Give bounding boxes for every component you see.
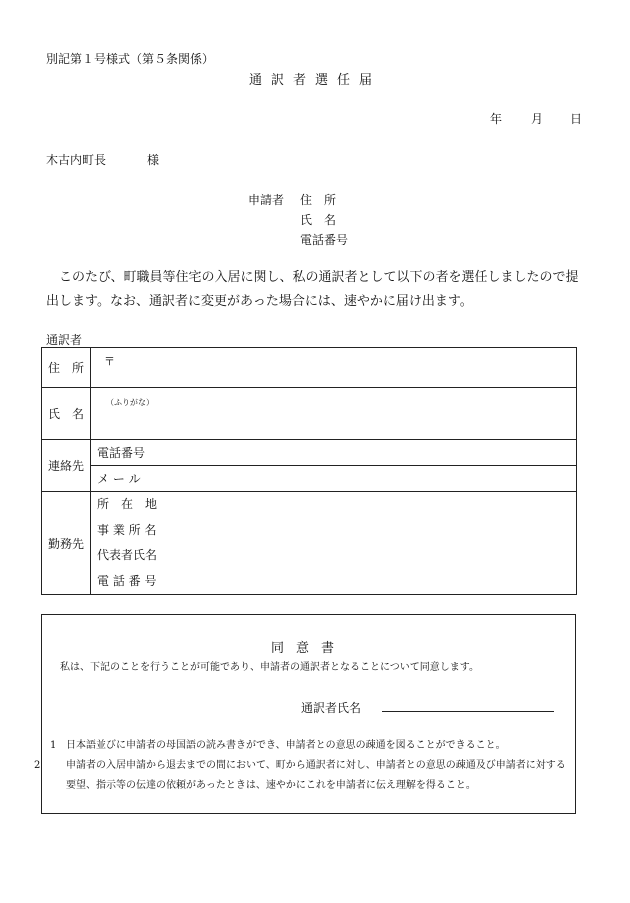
applicant-label: 申請者 [248,193,285,207]
interpreter-table [41,347,577,595]
work-phone-label: 電 話 番 号 [97,573,157,588]
table-row-contact-phone [42,440,577,466]
condition-text: 申請者の入居申請から退去までの間において、町から通訳者に対し、申請者との意思の疎通及び申請者に対する要望、指示等の伝達の依頼があったときは、速やかにこれを申請者に伝え理解を得ること。 [66,760,566,791]
date-year: 年 [490,112,503,126]
addressee-name: 木古内町長 [46,153,107,167]
name-field[interactable] [91,388,577,440]
applicant-address-label: 住 所 [300,193,337,207]
consent-title: 同意書 [270,641,346,656]
condition-item [34,756,575,796]
condition-text: 日本語並びに申請者の母国語の読み書きができ、申請者との意思の疎通を図ることができること。 [66,740,506,751]
table-row-name [42,388,577,440]
work-location-label: 所 在 地 [97,497,158,511]
furigana-label: （ふりがな） [106,398,154,407]
condition-item [50,736,575,756]
signature-line[interactable] [382,711,554,712]
interpreter-caption: 通訳者 [46,333,83,347]
name-label: 氏 名 [42,388,91,440]
postal-mark: 〒 [104,355,115,368]
address-field[interactable] [91,348,577,388]
addressee-honorific: 様 [147,153,160,167]
applicant-block [248,190,348,250]
work-rep-label: 代表者氏名 [97,548,158,562]
contact-phone-label: 電話番号 [97,446,146,460]
condition-number: 2 [34,760,41,771]
applicant-phone-label: 電話番号 [300,233,349,247]
date-day: 日 [570,112,583,126]
page-title: 通訳者選任届 [248,73,381,88]
work-field[interactable] [91,492,577,595]
applicant-name-label: 氏 名 [300,213,337,227]
addressee [46,151,159,168]
contact-mail-label: メ ー ル [97,472,141,486]
work-office-label: 事 業 所 名 [97,522,157,537]
work-label: 勤務先 [42,492,91,595]
contact-label: 連絡先 [42,440,91,492]
condition-number: 1 [50,740,57,751]
signature-label: 通訳者氏名 [301,701,362,715]
consent-box [34,614,576,814]
consent-intro: 私は、下記のことを行うことが可能であり、申請者の通訳者となることについて同意します。 [60,662,479,673]
date-month: 月 [531,112,544,126]
table-row-contact-mail [42,466,577,492]
form-label: 別記第１号様式（第５条関係） [46,52,215,66]
contact-mail-field[interactable] [91,466,577,492]
body-text: このたび、町職員等住宅の入居に関し、私の通訳者として以下の者を選任しましたので提出します。なお、通訳者に変更があった場合には、速やかに届け出ます。 [46,270,579,309]
address-label: 住 所 [42,348,91,388]
table-row-work [42,492,577,595]
table-row-address [42,348,577,388]
contact-phone-field[interactable] [91,440,577,466]
